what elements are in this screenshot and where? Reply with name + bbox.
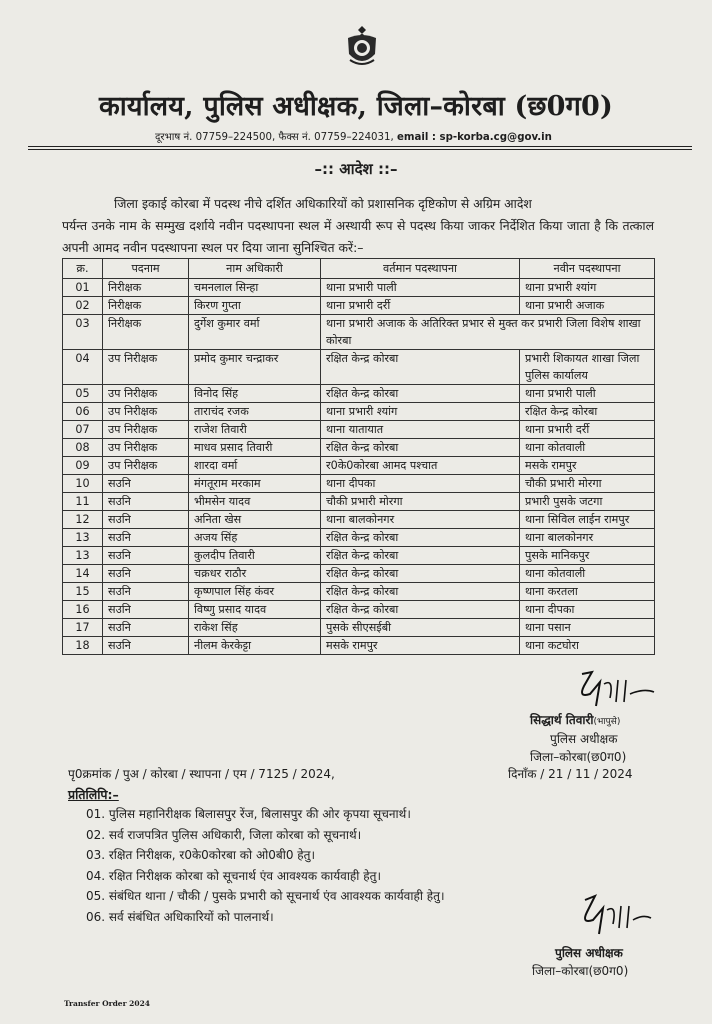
row-name: चमनलाल सिन्हा xyxy=(189,279,321,297)
table-row xyxy=(63,529,655,547)
row-current: रक्षित केन्द्र कोरबा xyxy=(321,439,520,457)
list-item: 02. सर्व राजपत्रित पुलिस अधिकारी, जिला कोरबा को सूचनार्थ। xyxy=(86,827,362,842)
row-current: थाना बालकोनगर xyxy=(321,511,520,529)
row-new: पुसके मानिकपुर xyxy=(520,547,655,565)
row-sn: 13 xyxy=(63,547,103,565)
row-post: सउनि xyxy=(103,637,189,655)
table-row xyxy=(63,583,655,601)
table-row xyxy=(63,565,655,583)
intro-rest: पर्यन्त उनके नाम के सम्मुख दर्शाये नवीन पदस्थापना स्थल में अस्थायी रूप से पदस्थ किया जाकर निर्देशित किया जाता है कि तत्काल अपनी आमद नवीन पदस्थापना स्थल पर दिया जाना सुनिश्चित करें:– xyxy=(62,218,654,255)
row-post: सउनि xyxy=(103,565,189,583)
table-header-row xyxy=(63,259,655,279)
table-row xyxy=(63,547,655,565)
row-new: थाना सिविल लाईन रामपुर xyxy=(520,511,655,529)
table-row xyxy=(63,385,655,403)
table-row xyxy=(63,457,655,475)
row-sn: 07 xyxy=(63,421,103,439)
row-post: उप निरीक्षक xyxy=(103,385,189,403)
reference-date: दिनाँक / 21 / 11 / 2024 xyxy=(508,767,633,781)
row-name: प्रमोद कुमार चन्द्राकर xyxy=(189,350,321,385)
row-sn: 17 xyxy=(63,619,103,637)
row-name: राकेश सिंह xyxy=(189,619,321,637)
row-current: रक्षित केन्द्र कोरबा xyxy=(321,529,520,547)
table-row xyxy=(63,439,655,457)
row-current: र0के0कोरबा आमद पश्चात xyxy=(321,457,520,475)
row-current: रक्षित केन्द्र कोरबा xyxy=(321,385,520,403)
row-sn: 09 xyxy=(63,457,103,475)
signatory-name xyxy=(530,711,620,728)
row-new: थाना प्रभारी अजाक xyxy=(520,297,655,315)
row-post: सउनि xyxy=(103,511,189,529)
row-sn: 15 xyxy=(63,583,103,601)
row-current: थाना यातायात xyxy=(321,421,520,439)
col-header-name: नाम अधिकारी xyxy=(189,259,321,279)
row-name: मंगतूराम मरकाम xyxy=(189,475,321,493)
document-label: Transfer Order 2024 xyxy=(64,999,151,1008)
list-item: 03. रक्षित निरीक्षक, र0के0कोरबा को ओ0बी0 हेतु। xyxy=(86,848,316,862)
row-name: माधव प्रसाद तिवारी xyxy=(189,439,321,457)
row-sn: 04 xyxy=(63,350,103,385)
table-row xyxy=(63,297,655,315)
row-new: थाना पसान xyxy=(520,619,655,637)
footer-designation: पुलिस अधीक्षक xyxy=(555,946,623,960)
list-item: 06. सर्व संबंधित अधिकारियों को पालनार्थ। xyxy=(86,909,274,924)
row-current: मसके रामपुर xyxy=(321,637,520,655)
row-new: थाना प्रभारी श्यांग xyxy=(520,279,655,297)
table-row xyxy=(63,350,655,385)
row-current: रक्षित केन्द्र कोरबा xyxy=(321,583,520,601)
row-new: प्रभारी शिकायत शाखा जिला पुलिस कार्यालय xyxy=(520,350,655,385)
list-item: 04. रक्षित निरीक्षक कोरबा को सूचनार्थ एंव आवश्यक कार्यवाही हेतु। xyxy=(86,868,381,883)
phone-fax: दूरभाष नं. 07759–224500, फैक्स नं. 07759–224031, xyxy=(155,132,394,143)
row-sn: 01 xyxy=(63,279,103,297)
row-sn: 06 xyxy=(63,403,103,421)
row-name: कुलदीप तिवारी xyxy=(189,547,321,565)
row-post: उप निरीक्षक xyxy=(103,457,189,475)
row-current: पुसके सीएसईबी xyxy=(321,619,520,637)
row-new: थाना कोतवाली xyxy=(520,565,655,583)
row-name: कृष्णपाल सिंह कंवर xyxy=(189,583,321,601)
row-post: सउनि xyxy=(103,493,189,511)
table-row xyxy=(63,403,655,421)
reference-number: पृ0क्रमांक / पुअ / कोरबा / स्थापना / एम / 7125 / 2024, xyxy=(68,767,335,781)
row-sn: 10 xyxy=(63,475,103,493)
order-intro xyxy=(62,193,654,259)
table-row xyxy=(63,475,655,493)
footer-office: जिला–कोरबा(छ0ग0) xyxy=(532,964,629,978)
row-sn: 02 xyxy=(63,297,103,315)
row-current: रक्षित केन्द्र कोरबा xyxy=(321,350,520,385)
signature-scribble-icon xyxy=(570,668,660,714)
row-name: अजय सिंह xyxy=(189,529,321,547)
transfer-table xyxy=(62,258,655,655)
row-post: निरीक्षक xyxy=(103,297,189,315)
row-new: रक्षित केन्द्र कोरबा xyxy=(520,403,655,421)
header-rule-second xyxy=(28,149,692,150)
row-new: थाना प्रभारी दर्री xyxy=(520,421,655,439)
row-sn: 18 xyxy=(63,637,103,655)
col-header-current: वर्तमान पदस्थापना xyxy=(321,259,520,279)
row-name: अनिता खेस xyxy=(189,511,321,529)
table-row xyxy=(63,315,655,350)
col-header-post: पदनाम xyxy=(103,259,189,279)
signatory-service: (भापुसे) xyxy=(593,717,621,727)
row-name: विष्णु प्रसाद यादव xyxy=(189,601,321,619)
table-row xyxy=(63,637,655,655)
row-current: थाना प्रभारी पाली xyxy=(321,279,520,297)
row-sn: 14 xyxy=(63,565,103,583)
row-sn: 05 xyxy=(63,385,103,403)
row-new: थाना बालकोनगर xyxy=(520,529,655,547)
row-new: थाना करतला xyxy=(520,583,655,601)
footer-signature-scribble-icon xyxy=(575,890,655,942)
row-post: निरीक्षक xyxy=(103,279,189,297)
row-sn: 12 xyxy=(63,511,103,529)
row-post: निरीक्षक xyxy=(103,315,189,350)
table-row xyxy=(63,601,655,619)
row-name: शारदा वर्मा xyxy=(189,457,321,475)
table-row xyxy=(63,279,655,297)
row-current: थाना दीपका xyxy=(321,475,520,493)
row-name: दुर्गेश कुमार वर्मा xyxy=(189,315,321,350)
police-emblem-icon xyxy=(342,24,382,70)
row-merged-posting: थाना प्रभारी अजाक के अतिरिक्त प्रभार से मुक्त कर प्रभारी जिला विशेष शाखा कोरबा xyxy=(321,315,655,350)
table-row xyxy=(63,421,655,439)
row-post: सउनि xyxy=(103,547,189,565)
row-sn: 16 xyxy=(63,601,103,619)
row-name: भीमसेन यादव xyxy=(189,493,321,511)
row-current: रक्षित केन्द्र कोरबा xyxy=(321,565,520,583)
row-new: प्रभारी पुसके जटगा xyxy=(520,493,655,511)
row-name: ताराचंद रजक xyxy=(189,403,321,421)
row-post: सउनि xyxy=(103,529,189,547)
row-current: चौकी प्रभारी मोरगा xyxy=(321,493,520,511)
row-post: उप निरीक्षक xyxy=(103,439,189,457)
row-new: थाना कटघोरा xyxy=(520,637,655,655)
list-item: 05. संबंधित थाना / चौकी / पुसके प्रभारी को सूचनार्थ एंव आवश्यक कार्यवाही हेतु। xyxy=(86,889,445,903)
row-new: थाना कोतवाली xyxy=(520,439,655,457)
row-post: सउनि xyxy=(103,619,189,637)
row-new: मसके रामपुर xyxy=(520,457,655,475)
row-new: थाना दीपका xyxy=(520,601,655,619)
table-row xyxy=(63,511,655,529)
row-name: नीलम केरकेट्टा xyxy=(189,637,321,655)
row-sn: 11 xyxy=(63,493,103,511)
office-title: कार्यालय, पुलिस अधीक्षक, जिला–कोरबा (छ0ग0) xyxy=(98,91,613,122)
row-name: चक्रधर राठौर xyxy=(189,565,321,583)
intro-first-line: जिला इकाई कोरबा में पदस्थ नीचे दर्शित अधिकारियों को प्रशासनिक दृष्टिकोण से अग्रिम आदेश xyxy=(114,196,532,211)
row-new: थाना प्रभारी पाली xyxy=(520,385,655,403)
row-name: विनोद सिंह xyxy=(189,385,321,403)
row-sn: 08 xyxy=(63,439,103,457)
copy-to-list xyxy=(86,804,445,927)
row-post: सउनि xyxy=(103,601,189,619)
email-address: email : sp-korba.cg@gov.in xyxy=(396,132,552,143)
row-name: किरण गुप्ता xyxy=(189,297,321,315)
row-current: रक्षित केन्द्र कोरबा xyxy=(321,601,520,619)
signatory-office: जिला–कोरबा(छ0ग0) xyxy=(530,750,627,764)
row-post: सउनि xyxy=(103,583,189,601)
row-post: सउनि xyxy=(103,475,189,493)
header-rule xyxy=(28,146,692,147)
table-row xyxy=(63,619,655,637)
signatory-name-text: सिद्धार्थ तिवारी xyxy=(530,713,594,727)
row-current: थाना प्रभारी दर्री xyxy=(321,297,520,315)
signatory-designation: पुलिस अधीक्षक xyxy=(550,732,618,746)
copy-to-heading: प्रतिलिपि:– xyxy=(68,787,119,802)
contact-line xyxy=(155,129,552,143)
table-row xyxy=(63,493,655,511)
row-post: उप निरीक्षक xyxy=(103,403,189,421)
col-header-new: नवीन पदस्थापना xyxy=(520,259,655,279)
row-post: उप निरीक्षक xyxy=(103,421,189,439)
row-current: थाना प्रभारी श्यांग xyxy=(321,403,520,421)
col-header-sn: क्र. xyxy=(63,259,103,279)
row-post: उप निरीक्षक xyxy=(103,350,189,385)
row-name: राजेश तिवारी xyxy=(189,421,321,439)
row-sn: 13 xyxy=(63,529,103,547)
row-current: रक्षित केन्द्र कोरबा xyxy=(321,547,520,565)
row-new: चौकी प्रभारी मोरगा xyxy=(520,475,655,493)
list-item: 01. पुलिस महानिरीक्षक बिलासपुर रेंज, बिलासपुर की ओर कृपया सूचनार्थ। xyxy=(86,807,411,821)
order-title: –:: आदेश ::– xyxy=(314,160,398,178)
row-sn: 03 xyxy=(63,315,103,350)
